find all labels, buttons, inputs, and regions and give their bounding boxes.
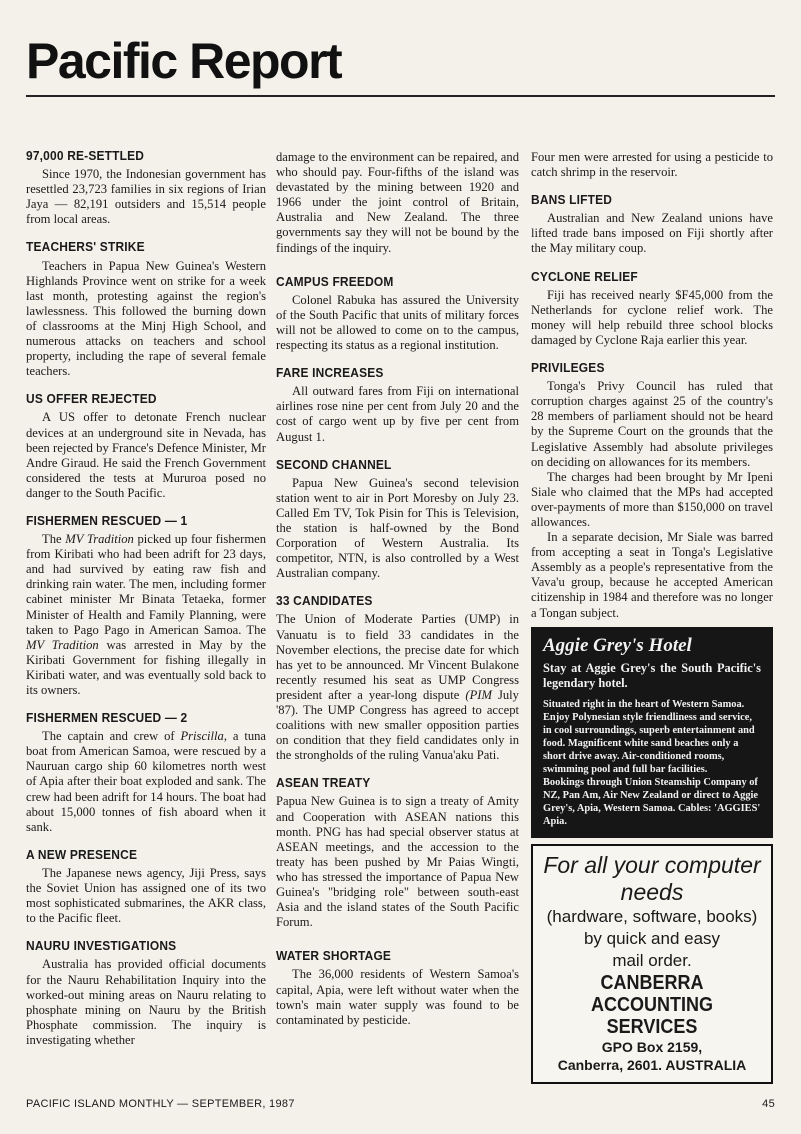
article-water-shortage (276, 948, 519, 1027)
article-heading: CAMPUS FREEDOM (276, 273, 394, 289)
article-heading: 97,000 RE-SETTLED (26, 148, 145, 163)
article-33-candidates (276, 593, 519, 763)
article-paragraph: Colonel Rabuka has assured the University of the South Pacific that units of military forces will not be allowed to come on to the campus, respecting its status as a regional institution. (276, 292, 519, 353)
article-paragraph: Papua New Guinea's second television station went to air in Port Moresby on July 23. Called Em TV, Tok Pisin for This is Television, the station is half-owned by the Bond Corporation of Western Australia. Its competitor, NTN, is also controlled by a West Australian company. (276, 475, 519, 581)
computer-advertisement (531, 844, 773, 1084)
article-paragraph: In a separate decision, Mr Siale was barred from accepting a seat in Tonga's Legislative Assembly as a people's representative from the Vava'u group, because he accepted American citizenship in 1984 and therefore was no longer a Tongan subject. (531, 530, 773, 620)
article-heading: PRIVILEGES (531, 360, 605, 376)
article-us-offer (26, 391, 266, 501)
page-number: 45 (762, 1098, 775, 1110)
article-heading: NAURU INVESTIGATIONS (26, 938, 177, 954)
article-heading: A NEW PRESENCE (26, 846, 138, 862)
article-cyclone-relief (531, 269, 773, 348)
article-fishermen-1 (26, 513, 266, 698)
article-teachers-strike (26, 239, 266, 379)
article-heading: BANS LIFTED (531, 192, 613, 208)
article-asean-treaty (276, 775, 519, 930)
computer-ad-company: CANBERRA ACCOUNTING SERVICES (590, 971, 713, 1038)
article-paragraph: The Union of Moderate Parties (UMP) in Vanuatu is to field 33 candidates in the November elections, the precise date for which has yet to be announced. Mr Vincent Bulakone recently resumed his seat as UMP Congress president after a year-long dispute (PIM July '87). The UMP Congress has agreed to accept coalitions with new smaller opposition parties on condition that they field candidates only in the strongholds of the ruling Vanua'aku Pati. (276, 612, 519, 763)
computer-ad-items: (hardware, software, books) (546, 906, 758, 926)
article-fare-increases (276, 365, 519, 444)
computer-ad-city: Canberra, 2601. AUSTRALIA (557, 1056, 747, 1073)
article-paragraph: All outward fares from Fiji on international airlines rose nine per cent from July 20 and the cost of cargo went up by five per cent from August 1. (276, 384, 519, 444)
computer-ad-box: GPO Box 2159, (601, 1038, 703, 1055)
computer-ad-line: mail order. (612, 950, 692, 970)
footer-publication: PACIFIC ISLAND MONTHLY — SEPTEMBER, 1987 (26, 1098, 295, 1110)
article-heading: 33 CANDIDATES (276, 593, 373, 609)
article-heading: FISHERMEN RESCUED — 2 (26, 710, 188, 726)
article-paragraph: damage to the environment can be repaired, and who should pay. Four-fifths of the island was devastated by the mining between 1920 and 1966 under the joint control of Britain, Australia and New Zealand. The three governments say they will not be bound by the findings of the inquiry. (276, 150, 519, 255)
article-second-channel (276, 457, 519, 582)
article-paragraph: The MV Tradition picked up four fishermen from Kiribati who had been adrift for 23 days, and had survived by eating raw fish and drinking rain water. The men, including former cabinet minister Mr Binata Tetaeka, former Minister of Health and Family Planning, were taken to Pago Pago in American Samoa. The MV Tradition was arrested in May by the Kiribati Government for fishing illegally in Kiribati water, and was eventually sold back to its owners. (26, 532, 266, 697)
article-campus-freedom (276, 274, 519, 353)
computer-ad-line: by quick and easy (583, 928, 721, 948)
column-3 (531, 150, 773, 1084)
title-rule (26, 95, 775, 97)
article-paragraph: Fiji has received nearly $F45,000 from the Netherlands for cyclone relief work. The money will help rebuild three school blocks damaged by Cyclone Raja earlier this year. (531, 287, 773, 347)
hotel-ad-title: Aggie Grey's Hotel (543, 634, 692, 656)
article-heading: FISHERMEN RESCUED — 1 (26, 512, 188, 528)
hotel-ad-body: Situated right in the heart of Western Samoa. Enjoy Polynesian style friendliness and service, in cool surroundings, superb entertainment and food. Magnificent white sand beaches only a short drive away. Air-conditioned rooms, swimming pool and full bar facilities. (543, 698, 755, 775)
article-water-continued (531, 150, 773, 180)
article-paragraph: The charges had been brought by Mr Ipeni Siale who claimed that the MPs had accepted over-payments of more than $150,000 on travel allowances. (531, 469, 773, 529)
article-paragraph: Papua New Guinea is to sign a treaty of Amity and Cooperation with ASEAN nations this month. PNG has had special observer status at ASEAN meetings, and the accession to the treaty has been pushed by Mr Paias Wingti, who has stressed the importance of Papua New Guinea's "bridging role" between south-east Asia and the island states of the South Pacific Forum. (276, 794, 519, 930)
article-paragraph: The Japanese news agency, Jiji Press, says the Soviet Union has assigned one of its two most sophisticated submarines, the AKR class, to the Pacific fleet. (26, 865, 266, 926)
article-heading: ASEAN TREATY (276, 775, 371, 791)
article-privileges (531, 360, 773, 621)
article-heading: US OFFER REJECTED (26, 391, 157, 407)
article-paragraph: Four men were arrested for using a pesticide to catch shrimp in the reservoir. (531, 150, 773, 180)
article-nauru-continued (276, 150, 519, 256)
article-fishermen-2 (26, 710, 266, 835)
article-paragraph: Teachers in Papua New Guinea's Western Highlands Province went on strike for a week last month, protesting against the region's lawlessness. This followed the burning down of classrooms at the Minj High School, and numerous attacks on teachers and school property, including the rape of several female teachers. (26, 258, 266, 379)
article-resettled (26, 148, 266, 227)
article-heading: SECOND CHANNEL (276, 456, 392, 472)
article-paragraph: Tonga's Privy Council has ruled that corruption charges against 25 of the country's 28 members of parliament should not be heard by the Supreme Court on the grounds that the Legislative Assembly had absolute privileges on deciding on allowances for its members. (531, 379, 773, 469)
column-2 (276, 150, 519, 1028)
article-paragraph: The captain and crew of Priscilla, a tuna boat from American Samoa, were rescued by a Nauruan cargo ship 60 kilometres north west of Apia after their boat exploded and sank. The crew had been adrift for 14 hours. The boat had about 15,000 tonnes of fish aboard when it sank. (26, 729, 267, 834)
article-heading: WATER SHORTAGE (276, 948, 392, 964)
hotel-ad-bookings: Bookings through Union Steamship Company of NZ, Pan Am, Air New Zealand or direct to Aggie Grey's, Apia, Western Samoa. Cables: 'AGGIES' Apia. (543, 776, 761, 827)
article-heading: CYCLONE RELIEF (531, 268, 638, 284)
page-title: Pacific Report (26, 33, 342, 89)
article-heading: TEACHERS' STRIKE (26, 239, 145, 255)
article-paragraph: A US offer to detonate French nuclear devices at an underground site in Nevada, has been rejected by France's Defence Minister, Mr Andre Giraud. He said the French Government considered the tests at Mururoa posed no danger to the South Pacific. (26, 410, 266, 500)
article-new-presence (26, 847, 266, 926)
column-1 (26, 148, 266, 1048)
article-paragraph: Australian and New Zealand unions have lifted trade bans imposed on Fiji shortly after the May military coup. (531, 211, 773, 256)
computer-ad-headline: For all your computer needs (543, 851, 761, 905)
article-nauru (26, 938, 266, 1048)
article-bans-lifted (531, 192, 773, 256)
article-heading: FARE INCREASES (276, 365, 384, 381)
article-paragraph: Australia has provided official documents for the Nauru Rehabilitation Inquiry into the worked-out mining areas on Nauru relating to phosphate mining on Nauru by the British Phosphate commission. The inquiry is investigating whether (26, 957, 266, 1047)
hotel-ad-subtitle: Stay at Aggie Grey's the South Pacific's legendary hotel. (543, 660, 761, 690)
article-paragraph: The 36,000 residents of Western Samoa's capital, Apia, were left without water when the town's main water supply was found to be contaminated by pesticide. (276, 967, 519, 1027)
page-footer (26, 1098, 775, 1110)
hotel-advertisement (531, 627, 773, 838)
article-paragraph: Since 1970, the Indonesian government has resettled 23,723 families in six regions of Irian Jaya — 82,191 outsiders and 15,514 people from local areas. (26, 167, 266, 227)
